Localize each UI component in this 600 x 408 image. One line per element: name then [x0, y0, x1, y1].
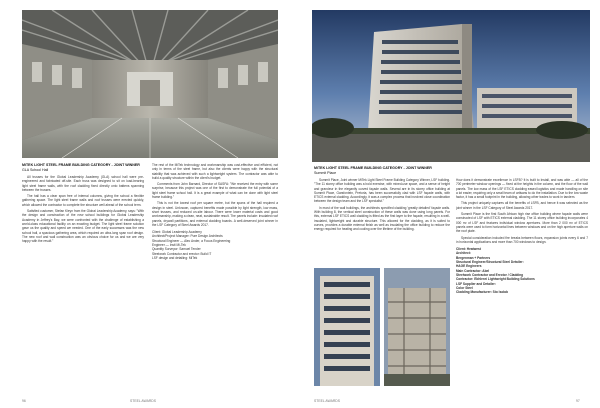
left-col1-paragraph: Satisfied customer, Stefan Kleyn from the Global Leadership Academy, says: "With the design and construction of the new school buildings for Global Leadership Academy in Jeffrey's Bay, we were confronted with the challenge of establishing a world-class educational facility on an exacting budget. The light steel frame solution gave us the quality and speed we needed. One of the early successes was the new school hall, a spacious gathering area, which required an ultra-long span roof design. The new roof and wall construction was an obvious choice for us and we are very happy with the result."	[22, 209, 144, 244]
right-page	[300, 0, 600, 408]
left-running-head: STEEL AWARDS	[130, 399, 156, 403]
credit-line: Steelwork Contractor and Erector / Cladding	[456, 272, 524, 277]
left-col2-paragraph: Comments from John Barnard, Director of SASFA: "We received the entry with some surprise, because this project was one of the first to demonstrate the full potential of a light steel frame school hall. It is a great example of what can be done with light steel frame building."	[152, 182, 278, 200]
credit-line: Main Contractor: Abel	[456, 268, 490, 273]
credit-line: LSF Supplier and Detailer:	[456, 281, 496, 286]
left-column-1	[22, 175, 144, 389]
left-col1-paragraph: The hall has a clear span free of internal columns, giving the school a flexible gathering space. The light steel frame walls and roof trusses were erected quickly, which allowed the contractor to complete the structure well ahead of the school term.	[22, 194, 144, 207]
right-credits	[456, 247, 588, 294]
school-hall-interior-photo	[22, 10, 278, 158]
right-col2-paragraph: Special consideration included fire breaks between floors, expansion joints every 6 and 7 in horizontal applications and more than 700 windows to design.	[456, 235, 588, 244]
summit-place-exterior-photo	[312, 10, 590, 162]
right-col1-paragraph: In most of the wall buildings, the architects specified cladding 'greatly detailed' façade walls. With building 8, the vertical steel construction of these walls was done using long panels. For this, external LSF ETICS wall cladding is fitted as the first layer to the façade, resulting in a well-insulated, lightweight and durable structure. This allowed for the cladding, as it is suited to curves, provides a durable external finish as well as insulating the office building to reduce the energy required for heating and cooling over the lifetime of the building.	[314, 205, 450, 232]
credit-line: Structural Engineer/Structural Steel Detailer:	[456, 260, 524, 265]
left-column-2	[152, 163, 278, 391]
credit-line: HAGE Engineers	[456, 264, 482, 269]
left-col1-paragraph: All trusses for the Global Leadership Academy (GLA) school hall were pre-engineered and fabricated off-site. Each truss was designed to sit on load-bearing light steel frame walls, with the roof cladding fixed directly onto battens spanning between the trusses.	[22, 175, 144, 192]
right-col2-paragraph: This project uniquely captures all the benefits of LSFB, and hence it was selected as the joint winner in the LSF Category of Steel Awards 2017.	[456, 201, 588, 210]
facade-detail-photo	[314, 268, 380, 386]
credit-line: Architect:	[456, 251, 471, 256]
construction-photo	[384, 268, 450, 386]
left-col2-paragraph: The rest of the MiTek technology and workmanship was cost-effective and efficient, not only in terms of the steel frame, but also the clients were happy with the structural stability that was achieved with such a lightweight system. The contractor was able to build a quality structure within the client's budget.	[152, 163, 278, 180]
left-folio: 96	[22, 399, 26, 403]
credit-line: Client: Heatwest	[456, 247, 481, 252]
credit-line: Structural Engineer — Alec Ander, a Focus Engineering	[152, 238, 231, 243]
credit-line: Client: Global Leadership Academy	[152, 230, 202, 235]
right-col1-paragraph: Summit Place, Joint winner MiTek Light Steel Frame Building Category Winner, LSF building. "The 11 storey office building was a bold exercise, with mixed-use space, and a sense of height and grandeur in the elegantly curved façade walls. Several are in its storey office building at Summit Place, Garsfontein, Pretoria, has been successfully clad with LSF façade walls, with ETICS external cladding. Accordingly, it was a complex process that involved close coordination between the design team and the LSF specialist."	[314, 178, 450, 204]
left-heading: MiTEK LIGHT STEEL FRAME BUILDING CATEGORY - JOINT WINNER	[22, 163, 140, 167]
right-heading: MiTEK LIGHT STEEL FRAME BUILDING CATEGORY - JOINT WINNER	[314, 166, 432, 170]
right-subheading: Summit Place	[314, 171, 337, 175]
credit-line: Contractor: Ebhlenri Lightweight Building Solutions	[456, 277, 535, 282]
credit-line: Steelwork Contractor and erector: Build IT	[152, 251, 212, 256]
right-folio: 97	[576, 399, 580, 403]
right-running-head: STEEL AWARDS	[314, 399, 340, 403]
right-col2-paragraph: Summit Place is the first South African high rise office building where façade walls were constructed of LSF with ETICS external cladding. The 11 storey office building incorporates 4 000 m² of LSF and features individual window apertures. More than 2 000 m² of ETICS panels were used to form horizontal lines between windows and on the high aperture walls on the roof plate.	[456, 212, 588, 234]
credit-line: Color Steel	[456, 285, 473, 290]
left-subheading: GLA School Hall	[22, 168, 49, 172]
credit-line: Architect/Project Manager: Pure Design Architects	[152, 234, 223, 239]
right-column-2	[456, 178, 588, 390]
right-col2-paragraph: How does it demonstrate excellence in LSFB? It is built to Install, and was able — all of the 700 perimeter window openings — fixed at the heights in the column, and the floor of the wall panels. The low mass of the LSF ETICS cladding eased logistics and made handling on site a lot easier, requiring only a small team of artisans to do the installation. Due to the low waste factor, it has a small footprint in the building, allowing other trades to work in tandem.	[456, 178, 588, 200]
credit-line: Bergenman + Partners	[456, 255, 491, 260]
left-col2-paragraph: This is not the lowest roof per square metre, but the spans of the hall required a design in steel. Unknown, captured benefits made possible by light strength, low mass, short trusses, and reduced on-site labour. There were lower material costs and good workmanship, making a clean, neat, sustainable result. The panels include: insulated roof panels, drywall partitions, and external cladding boards. A well-deserved joint winner in the LSF Category of Steel Awards 2017.	[152, 201, 278, 227]
credit-line: Quantity Surveyor: Samuel Tender	[152, 247, 201, 252]
left-credits	[152, 230, 278, 260]
right-column-1	[314, 178, 450, 264]
credit-line: LSF design and detailing: MiTek	[152, 255, 198, 260]
credit-line: Cladding Manufacturer: Sto Isolab	[456, 290, 508, 295]
credit-line: Engineer — Insit Mi-Tek	[152, 243, 186, 248]
